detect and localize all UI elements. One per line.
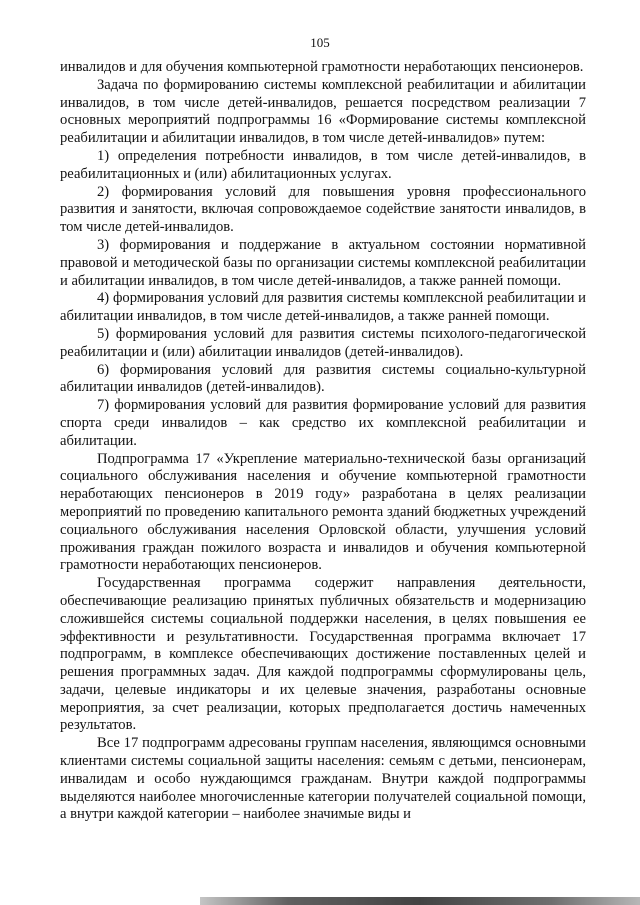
list-item-4: 4) формирования условий для развития системы комплексной реабилитации и абилитации инвалидов, в том числе детей-инвалидов, а также ранней помощи. (60, 290, 586, 325)
page-body (60, 59, 586, 824)
paragraph-state-program: Государственная программа содержит направления деятельности, обеспечивающие реализацию принятых публичных обязательств и модернизацию сложившейся системы социальной поддержки населения, в целях повышения ее эффективности и результативности. Государственная программа включает 17 подпрограмм, в комплексе обеспечивающих достижение поставленных целей и решения программных задач. Для каждой подпрограммы сформулированы цель, задачи, целевые индикаторы и их целевые значения, разработаны основные мероприятия, за счет реализации, которых предполагается достичь намеченных результатов. (60, 575, 586, 734)
paragraph-1: инвалидов и для обучения компьютерной грамотности неработающих пенсионеров. (60, 59, 584, 75)
paragraph-all-subprograms: Все 17 подпрограмм адресованы группам населения, являющимся основными клиентами системы социальной защиты населения: семьям с детьми, пенсионерам, инвалидам и особо нуждающимся гражданам. Внутри каждой подпрограммы выделяются наиболее многочисленные категории получателей социальной помощи, а внутри каждой категории – наиболее значимые виды и (60, 735, 586, 823)
scan-edge-artifact (200, 897, 640, 905)
list-item-6: 6) формирования условий для развития системы социально-культурной абилитации инвалидов (детей-инвалидов). (60, 361, 586, 396)
list-item-3: 3) формирования и поддержание в актуальном состоянии нормативной правовой и методической базы по организации системы комплексной реабилитации и абилитации инвалидов, в том числе детей-инвалидов, а также ранней помощи. (60, 236, 586, 289)
paragraph-2: Задача по формированию системы комплексной реабилитации и абилитации инвалидов, в том числе детей-инвалидов, решается посредством реализации 7 основных мероприятий подпрограммы 16 «Формирование системы комплексной реабилитации и абилитации инвалидов, в том числе детей-инвалидов» путем: (60, 76, 586, 147)
list-item-5: 5) формирования условий для развития системы психолого-педагогической реабилитации и (или) абилитации инвалидов (детей-инвалидов). (60, 325, 586, 360)
paragraph-subprogram-17: Подпрограмма 17 «Укрепление материально-технической базы организаций социального обслуживания населения и обучение компьютерной грамотности неработающих пенсионеров в 2019 году» разработана в целях реализации мероприятий по проведению капитального ремонта зданий бюджетных учреждений социального обслуживания населения Орловской области, улучшения условий проживания граждан пожилого возраста и инвалидов и обучения компьютерной грамотности неработающих пенсионеров. (60, 450, 586, 574)
page-number: 105 (310, 35, 330, 50)
list-item-2: 2) формирования условий для повышения уровня профессионального развития и занятости, включая сопровождаемое содействие занятости инвалидов, в том числе детей-инвалидов. (60, 183, 586, 236)
list-item-7: 7) формирования условий для развития формирование условий для развития спорта среди инвалидов – как средство их комплексной реабилитации и абилитации. (60, 397, 586, 449)
list-item-1: 1) определения потребности инвалидов, в том числе детей-инвалидов, в реабилитационных и (или) абилитационных услугах. (60, 147, 586, 182)
